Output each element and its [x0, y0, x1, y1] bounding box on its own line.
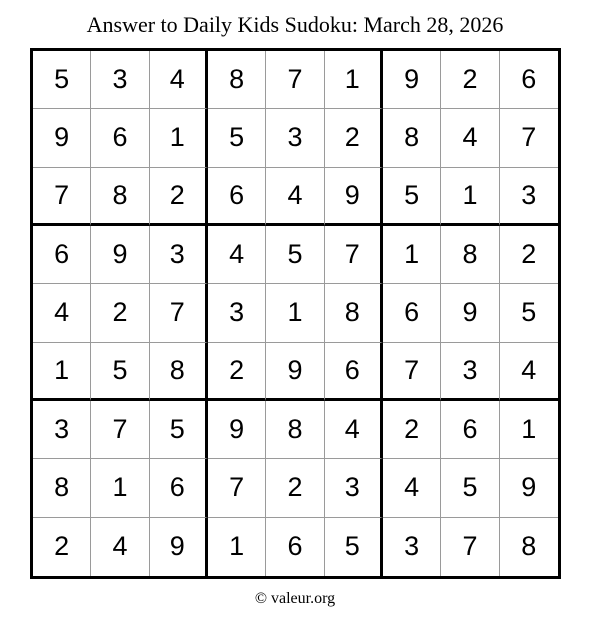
sudoku-cell-r3c9: 3: [500, 168, 558, 226]
sudoku-cell-r6c6: 6: [325, 343, 383, 401]
sudoku-cell-r2c1: 9: [33, 109, 91, 167]
sudoku-cell-r3c8: 1: [441, 168, 499, 226]
sudoku-cell-r1c2: 3: [91, 51, 149, 109]
sudoku-cell-r2c8: 4: [441, 109, 499, 167]
sudoku-cell-r6c9: 4: [500, 343, 558, 401]
sudoku-cell-r2c2: 6: [91, 109, 149, 167]
sudoku-cell-r8c1: 8: [33, 459, 91, 517]
sudoku-cell-r8c4: 7: [208, 459, 266, 517]
sudoku-cell-r8c3: 6: [150, 459, 208, 517]
sudoku-cell-r7c7: 2: [383, 401, 441, 459]
sudoku-cell-r5c3: 7: [150, 284, 208, 342]
sudoku-cell-r7c4: 9: [208, 401, 266, 459]
sudoku-cell-r4c6: 7: [325, 226, 383, 284]
sudoku-cell-r9c5: 6: [266, 518, 324, 576]
sudoku-cell-r9c7: 3: [383, 518, 441, 576]
sudoku-cell-r7c5: 8: [266, 401, 324, 459]
sudoku-cell-r4c5: 5: [266, 226, 324, 284]
sudoku-cell-r8c5: 2: [266, 459, 324, 517]
sudoku-cell-r9c6: 5: [325, 518, 383, 576]
sudoku-cell-r5c7: 6: [383, 284, 441, 342]
sudoku-cell-r8c2: 1: [91, 459, 149, 517]
sudoku-cell-r2c4: 5: [208, 109, 266, 167]
sudoku-cell-r4c9: 2: [500, 226, 558, 284]
sudoku-cell-r5c4: 3: [208, 284, 266, 342]
sudoku-cell-r4c1: 6: [33, 226, 91, 284]
sudoku-cell-r6c8: 3: [441, 343, 499, 401]
sudoku-cell-r3c6: 9: [325, 168, 383, 226]
sudoku-cell-r5c2: 2: [91, 284, 149, 342]
sudoku-cell-r8c7: 4: [383, 459, 441, 517]
sudoku-cell-r1c5: 7: [266, 51, 324, 109]
sudoku-cell-r3c7: 5: [383, 168, 441, 226]
sudoku-cell-r2c9: 7: [500, 109, 558, 167]
sudoku-cell-r7c3: 5: [150, 401, 208, 459]
sudoku-cell-r3c3: 2: [150, 168, 208, 226]
sudoku-cell-r1c3: 4: [150, 51, 208, 109]
sudoku-cell-r3c5: 4: [266, 168, 324, 226]
sudoku-cell-r2c5: 3: [266, 109, 324, 167]
sudoku-cell-r4c2: 9: [91, 226, 149, 284]
page-title: Answer to Daily Kids Sudoku: March 28, 2026: [86, 12, 504, 37]
copyright-footer: © valeur.org: [254, 590, 336, 607]
sudoku-cell-r3c1: 7: [33, 168, 91, 226]
sudoku-cell-r2c3: 1: [150, 109, 208, 167]
sudoku-cell-r3c4: 6: [208, 168, 266, 226]
sudoku-cell-r5c8: 9: [441, 284, 499, 342]
sudoku-cell-r9c4: 1: [208, 518, 266, 576]
sudoku-cell-r6c3: 8: [150, 343, 208, 401]
sudoku-cell-r9c3: 9: [150, 518, 208, 576]
sudoku-cell-r2c7: 8: [383, 109, 441, 167]
sudoku-cell-r5c5: 1: [266, 284, 324, 342]
sudoku-cell-r5c9: 5: [500, 284, 558, 342]
sudoku-cell-r7c8: 6: [441, 401, 499, 459]
sudoku-cell-r9c8: 7: [441, 518, 499, 576]
sudoku-cell-r1c7: 9: [383, 51, 441, 109]
sudoku-cell-r6c5: 9: [266, 343, 324, 401]
sudoku-cell-r9c9: 8: [521, 531, 537, 562]
sudoku-cell-r6c7: 7: [383, 343, 441, 401]
sudoku-cell-r1c8: 2: [441, 51, 499, 109]
sudoku-cell-r6c1: 1: [33, 343, 91, 401]
sudoku-cell-r4c7: 1: [383, 226, 441, 284]
sudoku-cell-r5c1: 4: [33, 284, 91, 342]
sudoku-cell-r1c1: 5: [33, 51, 91, 109]
sudoku-cell-r7c6: 4: [325, 401, 383, 459]
sudoku-grid: [30, 48, 561, 579]
sudoku-cell-r1c9: 6: [500, 51, 558, 109]
sudoku-cell-r4c4: 4: [208, 226, 266, 284]
sudoku-cell-r4c3: 3: [150, 226, 208, 284]
sudoku-cell-r4c8: 8: [441, 226, 499, 284]
sudoku-cell-r7c2: 7: [91, 401, 149, 459]
sudoku-cell-r3c2: 8: [91, 168, 149, 226]
sudoku-cell-r5c6: 8: [325, 284, 383, 342]
sudoku-cell-r1c4: 8: [208, 51, 266, 109]
sudoku-cell-r2c6: 2: [325, 109, 383, 167]
sudoku-cell-r8c8: 5: [441, 459, 499, 517]
sudoku-cell-r7c1: 3: [33, 401, 91, 459]
sudoku-cell-r8c9: 9: [500, 459, 558, 517]
sudoku-cell-r6c2: 5: [91, 343, 149, 401]
sudoku-cell-r1c6: 1: [325, 51, 383, 109]
sudoku-cell-r6c4: 2: [208, 343, 266, 401]
sudoku-cell-r9c1: 2: [33, 518, 91, 576]
sudoku-cell-r9c2: 4: [91, 518, 149, 576]
sudoku-cell-r8c6: 3: [325, 459, 383, 517]
sudoku-cell-r7c9: 1: [500, 401, 558, 459]
